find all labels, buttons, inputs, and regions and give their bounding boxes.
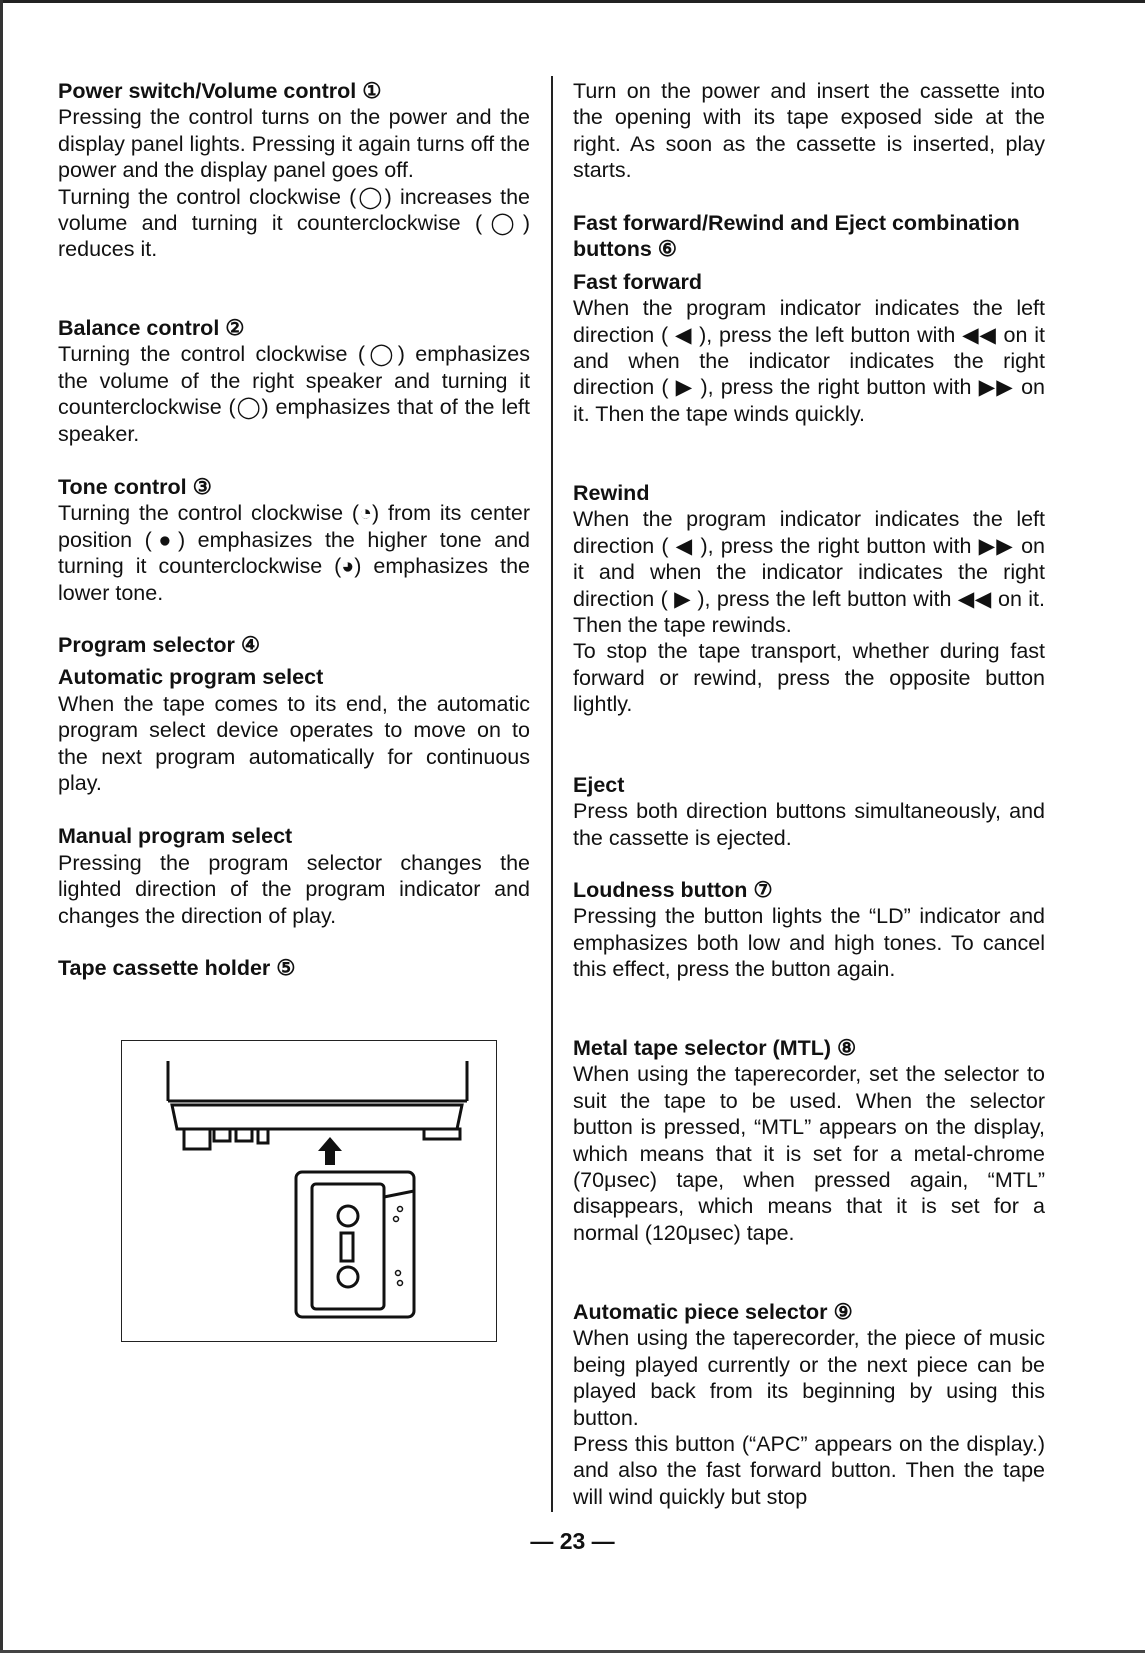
subheading: Automatic program select [58, 665, 324, 690]
subheading: Fast forward [573, 269, 703, 294]
section-body: Pressing the button lights the “LD” indicator and emphasizes both low and high tones. To cancel this effect, press the button again. [573, 904, 1045, 982]
section-heading: Tone control ③ [58, 475, 212, 499]
section-heading: Loudness button ⑦ [573, 878, 773, 902]
section-body: When the program indicator indicates the left direction ( ◀ ), press the left button with ◀◀ on it and when the indicator indicates the right direction ( ▶ ), press the right button with ▶▶ on it. Then the tape winds quickly. [573, 296, 1045, 426]
section-body: Pressing the program selector changes the lighted direction of the program indicator and changes the direction of play. [58, 850, 530, 928]
section-body: Turning the control clockwise (◯) emphasizes the volume of the right speaker and turning it counterclockwise (◯) emphasizes that of the left speaker. [58, 342, 530, 446]
cassette-illustration [122, 1041, 496, 1341]
section-heading: Eject [573, 773, 625, 797]
section-heading: Tape cassette holder ⑤ [58, 956, 296, 980]
section-body: When the program indicator indicates the left direction ( ◀ ), press the right button with ▶▶ on it and when the indicator indicates the right direction ( ▶ ), press the left button with ◀◀ on it. Then the tape rewinds. [573, 507, 1045, 638]
section-heading: Program selector ④ [58, 633, 261, 657]
section-ff-rewind-eject [573, 210, 1045, 427]
section-rewind [573, 480, 1045, 718]
section-body: When using the taperecorder, set the selector to suit the tape to be used. When the selector button is pressed, “MTL” appears on the display, which means that it is set for a metal-chrome (70μsec) tape, when pressed again, “MTL” disappears, which means that it is set for a normal (120μsec) tape. [573, 1062, 1045, 1245]
section-heading: Power switch/Volume control ① [58, 79, 382, 103]
section-body: Pressing the control turns on the power and the display panel lights. Pressing it again turns off the power and the display panel goes off. [58, 105, 530, 183]
section-body: Press this button (“APC” appears on the display.) and also the fast forward button. Then the tape will wind quickly but stop [573, 1432, 1045, 1509]
section-body: Press both direction buttons simultaneously, and the cassette is ejected. [573, 799, 1045, 850]
section-power-volume [58, 78, 530, 263]
section-heading: Fast forward/Rewind and Eject combination buttons ⑥ [573, 211, 1020, 262]
section-tape-holder [58, 955, 530, 981]
section-body: When using the taperecorder, the piece of music being played currently or the next piece can be played back from its beginning by using this button. [573, 1326, 1045, 1430]
section-body: Turning the control clockwise (◯) increases the volume and turning it counterclockwise (◯) reduces it. [58, 184, 530, 262]
insert-arrow-icon [318, 1137, 342, 1165]
section-metal-tape [573, 1035, 1045, 1246]
column-divider [551, 76, 553, 1512]
section-eject [573, 772, 1045, 851]
section-tone [58, 474, 530, 606]
section-heading: Rewind [573, 481, 650, 505]
section-balance [58, 315, 530, 447]
scan-edge-left [0, 0, 3, 1653]
section-intro [573, 78, 1045, 184]
section-body: Turning the control clockwise (◔) from its center position (●) emphasizes the higher tone and turning it counterclockwise (◕) emphasizes the lower tone. [58, 501, 530, 605]
section-body: When the tape comes to its end, the automatic program select device operates to move on to the next program automatically for continuous play. [58, 691, 530, 796]
scan-edge-top [0, 0, 1145, 3]
section-body: Turn on the power and insert the cassette into the opening with its tape exposed side at the right. As soon as the cassette is inserted, play starts. [573, 79, 1045, 183]
section-heading: Metal tape selector (MTL) ⑧ [573, 1036, 857, 1060]
section-heading: Automatic piece selector ⑨ [573, 1300, 853, 1324]
section-heading: Balance control ② [58, 316, 245, 340]
page-number: — 23 — [530, 1528, 615, 1554]
cassette-icon [296, 1172, 414, 1317]
section-loudness [573, 877, 1045, 983]
cassette-insertion-figure [121, 1040, 497, 1342]
section-program-selector [58, 632, 530, 929]
section-body: To stop the tape transport, whether during fast forward or rewind, press the opposite button lightly. [573, 639, 1045, 717]
subheading: Manual program select [58, 824, 293, 849]
section-apc [573, 1299, 1045, 1510]
